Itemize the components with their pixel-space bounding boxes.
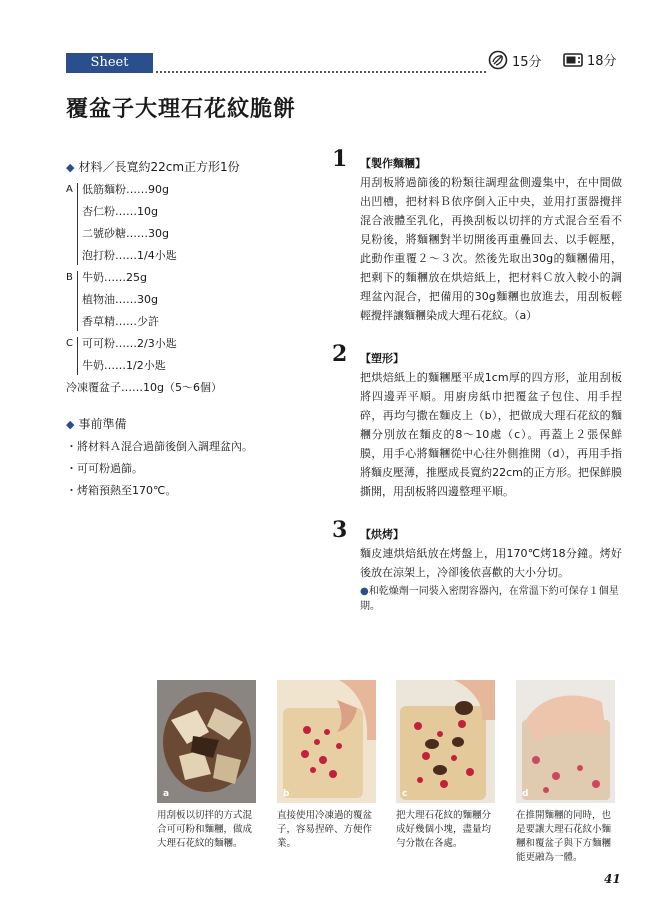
group-letter: A [66, 184, 73, 195]
prep-time [488, 50, 542, 70]
whisk-icon [488, 50, 508, 70]
step-body: 用刮板將過篩後的粉類往調理盆側邊集中，在中間做出凹槽，把材料Ｂ依序倒入正中央，並用打蛋器攪拌混合液體至乳化，再換刮板以切拌的方式混合至看不見粉後，將麵糰對半切開後再重疊回去、以手輕壓，此動作重覆２～３次。然後先取出30g的麵糰備用，把剩下的麵糰放在烘焙紙上，把材料Ｃ放入較小的調理盆內混合，把備用的30g麵糰也放進去，用刮板輕輕攪拌讓麵糰染成大理石花紋。（a） [360, 176, 622, 322]
photo-a [157, 680, 256, 803]
ingredients-column [66, 156, 316, 502]
photo-caption: 在推開麵糰的同時，也是要讓大理石花紋小麵糰和覆盆子與下方麵糰能更融為一體。 [516, 810, 612, 863]
step-title: 【製作麵糰】 [360, 157, 426, 170]
photo-caption: 用刮板以切拌的方式混合可可粉和麵糰，做成大理石花紋的麵糰。 [157, 810, 253, 849]
photo-strip [157, 680, 617, 805]
diamond-bullet-icon: ◆ [66, 418, 75, 431]
step-2 [332, 341, 622, 501]
ingredient-item: 牛奶……1/2小匙 [82, 359, 166, 372]
prep-time-value: 15分 [512, 54, 542, 70]
prep-section [66, 413, 316, 502]
ingredient-item: 牛奶……25g [82, 271, 147, 284]
bake-time-value: 18分 [587, 54, 617, 69]
ingredient-item: 可可粉……2/3小匙 [82, 337, 177, 350]
page-number: 41 [604, 872, 621, 886]
photo-caption: 把大理石花紋的麵糰分成好幾個小塊，盡量均勻分散在各處。 [396, 810, 492, 849]
step-number: 1 [332, 146, 348, 172]
group-letter: B [66, 272, 73, 283]
ingredient-item: 杏仁粉……10g [82, 205, 158, 218]
group-bracket [77, 337, 78, 375]
steps-column [332, 146, 622, 614]
header-divider [156, 71, 486, 73]
group-bracket [77, 183, 78, 265]
diamond-bullet-icon: ◆ [66, 161, 75, 174]
ingredient-extra: 冷凍覆盆子……10g（5～6個） [66, 381, 222, 394]
ingredient-item: 低筋麵粉……90g [82, 183, 169, 196]
ingredient-item: 香草精……少許 [82, 315, 159, 328]
photo-caption: 直接使用冷凍過的覆盆子，容易捏碎、方便作業。 [277, 810, 373, 849]
step-title: 【塑形】 [360, 352, 404, 365]
photo-letter: a [163, 789, 170, 799]
step-body: 麵皮連烘焙紙放在烤盤上，用170℃烤18分鐘。烤好後放在涼架上，冷卻後依喜歡的大小分切。 [360, 547, 622, 579]
ingredient-item: 二號砂糖……30g [82, 227, 169, 240]
step-title: 【烘烤】 [360, 528, 404, 541]
ingredient-group-a [66, 179, 316, 267]
prep-item: ・將材料Ａ混合過篩後倒入調理盆內。 [66, 440, 253, 453]
step-body: 把烘焙紙上的麵糰壓平成1cm厚的四方形，並用刮板將四邊弄平順。用廚房紙巾把覆盆子包住、用手捏碎，再均勻撒在麵皮上（b），把做成大理石花紋的麵糰分別放在麵皮的8～10處（c）。再蓋上２張保鮮膜，用手心將麵糰從中心往外側推開（d），再用手指將麵皮壓薄，推壓成長寬約22cm的正方形。把保鮮膜撕開，用刮板將四邊整理平順。 [360, 371, 622, 498]
step-note: ●和乾燥劑一同裝入密閉容器內，在常溫下約可保存１個星期。 [360, 586, 619, 612]
step-1 [332, 146, 622, 325]
step-3 [332, 517, 622, 614]
note-bullet-icon: ● [360, 586, 369, 597]
photo-b [277, 680, 376, 803]
ingredients-heading: ◆ 材料／長寬約22cm正方形1份 [66, 160, 240, 174]
page-title: 覆盆子大理石花紋脆餅 [66, 97, 297, 122]
photo-letter: c [402, 789, 408, 799]
prep-item: ・可可粉過篩。 [66, 462, 143, 475]
sheet-label: Sheet [66, 53, 153, 73]
prep-heading: ◆ 事前準備 [66, 417, 127, 431]
photo-c [396, 680, 495, 803]
group-bracket [77, 271, 78, 331]
bake-time [563, 50, 617, 69]
step-number: 2 [332, 341, 348, 367]
ingredient-item: 泡打粉……1/4小匙 [82, 249, 177, 262]
prep-item: ・烤箱預熱至170℃。 [66, 484, 177, 497]
photo-letter: b [283, 789, 290, 799]
photo-letter: d [522, 789, 529, 799]
step-number: 3 [332, 517, 348, 543]
group-letter: C [66, 338, 73, 349]
photo-d [516, 680, 615, 803]
ingredient-item: 植物油……30g [82, 293, 158, 306]
oven-icon [563, 52, 583, 68]
ingredient-group-b [66, 267, 316, 333]
ingredient-group-c [66, 333, 316, 377]
